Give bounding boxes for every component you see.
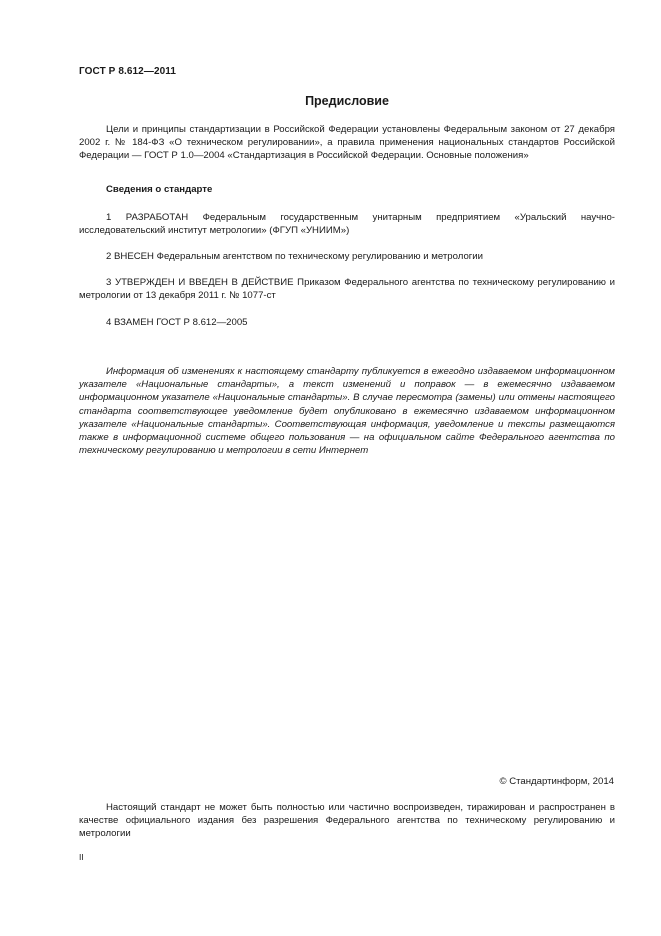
list-item-text: 3 УТВЕРЖДЕН И ВВЕДЕН В ДЕЙСТВИЕ Приказом Федерального агентства по техническому регулированию и метрологии от 13 декабря 2011 г. № 1077-ст — [79, 277, 615, 302]
list-item-2 — [79, 250, 615, 263]
list-item-text: 1 РАЗРАБОТАН Федеральным государственным унитарным предприятием «Уральский научно-исследовательский институт метрологии» (ФГУП «УНИИМ») — [79, 212, 615, 237]
document-code: ГОСТ Р 8.612—2011 — [79, 66, 177, 77]
reproduction-notice-text: Настоящий стандарт не может быть полностью или частично воспроизведен, тиражирован и распространен в качестве официального издания без разрешения Федерального агентства по техническому регулированию и метрологии — [79, 802, 615, 840]
reproduction-notice — [79, 801, 615, 841]
list-item-3 — [79, 276, 615, 302]
list-item-4 — [79, 316, 615, 329]
changes-notice-text: Информация об изменениях к настоящему стандарту публикуется в ежегодно издаваемом информационном указателе «Национальные стандарты», а текст изменений и поправок — в ежемесячно издаваемом информационном указателе «Национальные стандарты». В случае пересмотра (замены) или отмены настоящего стандарта соответствующее уведомление будет опубликовано в ежемесячно издаваемом информационном указателе «Национальные стандарты». Соответствующая информация, уведомление и тексты размещаются также в информационной системе общего пользования — на официальном сайте Федерального агентства по техническому регулированию и метрологии в сети Интернет — [79, 366, 615, 457]
intro-paragraph — [79, 123, 615, 163]
changes-notice — [79, 365, 615, 457]
intro-text: Цели и принципы стандартизации в Российской Федерации установлены Федеральным законом от 27 декабря 2002 г. № 184-ФЗ «О техническом регулировании», а правила применения национальных стандартов Российской Федерации — ГОСТ Р 1.0—2004 «Стандартизация в Российской Федерации. Основные положения» — [79, 124, 615, 162]
list-item-text: 2 ВНЕСЕН Федеральным агентством по техническому регулированию и метрологии — [106, 251, 484, 262]
page-title: Предисловие — [305, 94, 389, 108]
list-item-1 — [79, 211, 615, 237]
standard-info-heading: Сведения о стандарте — [106, 184, 213, 195]
page-number: II — [79, 852, 84, 862]
list-item-text: 4 ВЗАМЕН ГОСТ Р 8.612—2005 — [106, 317, 248, 328]
copyright-line: © Стандартинформ, 2014 — [499, 776, 614, 787]
